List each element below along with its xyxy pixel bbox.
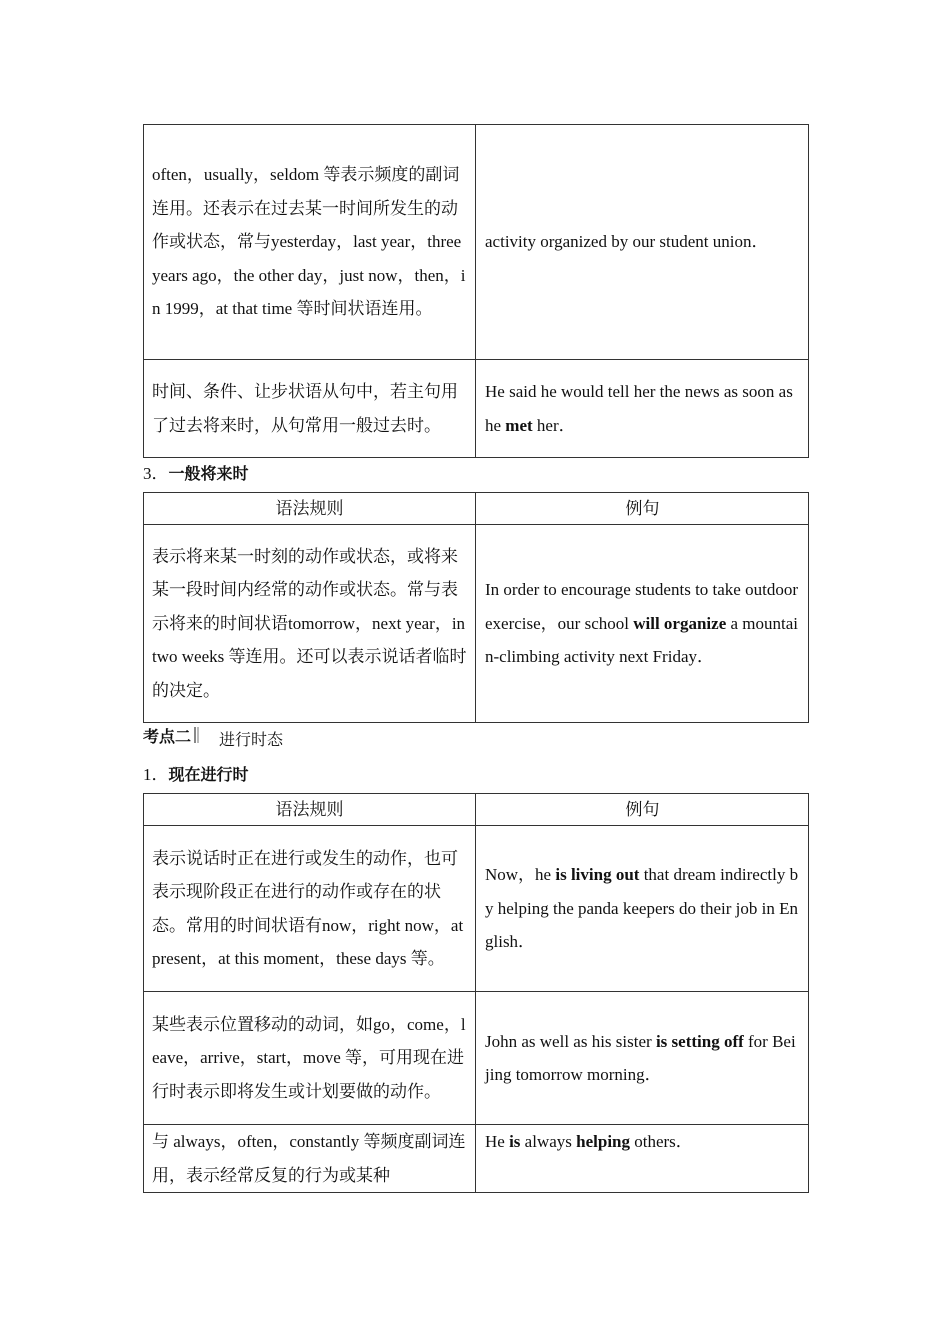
rule-cell: 与 always，often，constantly 等频度副词连用，表示经常反复的行为或某种 [144, 1125, 476, 1193]
example-text: for Beijing tomorrow morning． [485, 1031, 796, 1084]
header-example: 例句 [476, 794, 809, 826]
table-row [144, 360, 809, 458]
rule-cell: 某些表示位置移动的动词，如go，come，leave，arrive，start，move 等，可用现在进行时表示即将发生或计划要做的动作。 [144, 992, 476, 1125]
example-text: that dream indirectly by helping the panda keepers do their job in English． [485, 865, 799, 952]
table-row [144, 525, 809, 723]
rule-cell: 表示将来某一时刻的动作或状态，或将来某一段时间内经常的动作或状态。常与表示将来的时间状语tomorrow，next year，in two weeks 等连用。还可以表示说话者临时的决定。 [144, 525, 476, 723]
section-heading-future [143, 459, 249, 484]
table-future-tense [143, 492, 807, 723]
example-text: In order to encourage students to take outdoor exercise，our school [485, 580, 798, 633]
table-row [144, 125, 809, 360]
table-continued [143, 124, 807, 458]
rule-cell: 表示说话时正在进行或发生的动作，也可表示现阶段正在进行的动作或存在的状态。常用的时间状语有now，right now，at present，at this moment，these days 等。 [144, 826, 476, 992]
table-row [144, 1125, 809, 1193]
section-number: 3． [143, 464, 169, 483]
example-text: activity organized by our student union． [485, 232, 769, 252]
section-title: 一般将来时 [168, 464, 249, 483]
section-heading-present-progressive [143, 760, 249, 785]
example-text: her． [532, 415, 576, 435]
example-emphasis: will organize [633, 613, 727, 633]
example-text: a mountain-climbing activity next Friday． [485, 613, 799, 667]
example-text: others． [630, 1132, 693, 1151]
example-text: John as well as his sister [485, 1031, 656, 1051]
example-cell [476, 1125, 809, 1193]
example-text: He [485, 1132, 510, 1151]
section-number: 1． [143, 765, 169, 784]
example-cell [476, 360, 809, 458]
example-emphasis: is [509, 1132, 521, 1151]
section-title: 现在进行时 [168, 765, 249, 784]
example-emphasis: met [505, 415, 533, 435]
table-present-progressive [143, 793, 807, 1193]
example-cell [476, 992, 809, 1125]
tag-bar-icon [194, 727, 199, 743]
rule-cell: often，usually，seldom 等表示频度的副词连用。还表示在过去某一时间所发生的动作或状态，常与yesterday，last year，three years ago，the other day，just now，then，in 1999，at that time 等时间状语连用。 [144, 125, 476, 360]
table-row [144, 992, 809, 1125]
kaodian-heading [143, 722, 283, 748]
example-text: Now，he [485, 865, 556, 885]
rule-cell: 时间、条件、让步状语从句中，若主句用了过去将来时，从句常用一般过去时。 [144, 360, 476, 458]
example-cell [476, 826, 809, 992]
kaodian-title: 进行时态 [219, 729, 284, 749]
example-text: He said he would tell her the news as soon as he [485, 382, 793, 435]
example-cell [476, 125, 809, 360]
table-row [144, 826, 809, 992]
example-cell [476, 525, 809, 723]
header-rule: 语法规则 [144, 794, 476, 826]
header-rule: 语法规则 [144, 493, 476, 525]
example-emphasis: helping [576, 1132, 630, 1151]
kaodian-tag: 考点二 [143, 726, 192, 746]
example-text: always [520, 1132, 577, 1151]
example-emphasis: is setting off [655, 1031, 744, 1051]
table-header-row [144, 794, 809, 826]
header-example: 例句 [476, 493, 809, 525]
example-emphasis: is living out [555, 865, 640, 885]
table-header-row [144, 493, 809, 525]
